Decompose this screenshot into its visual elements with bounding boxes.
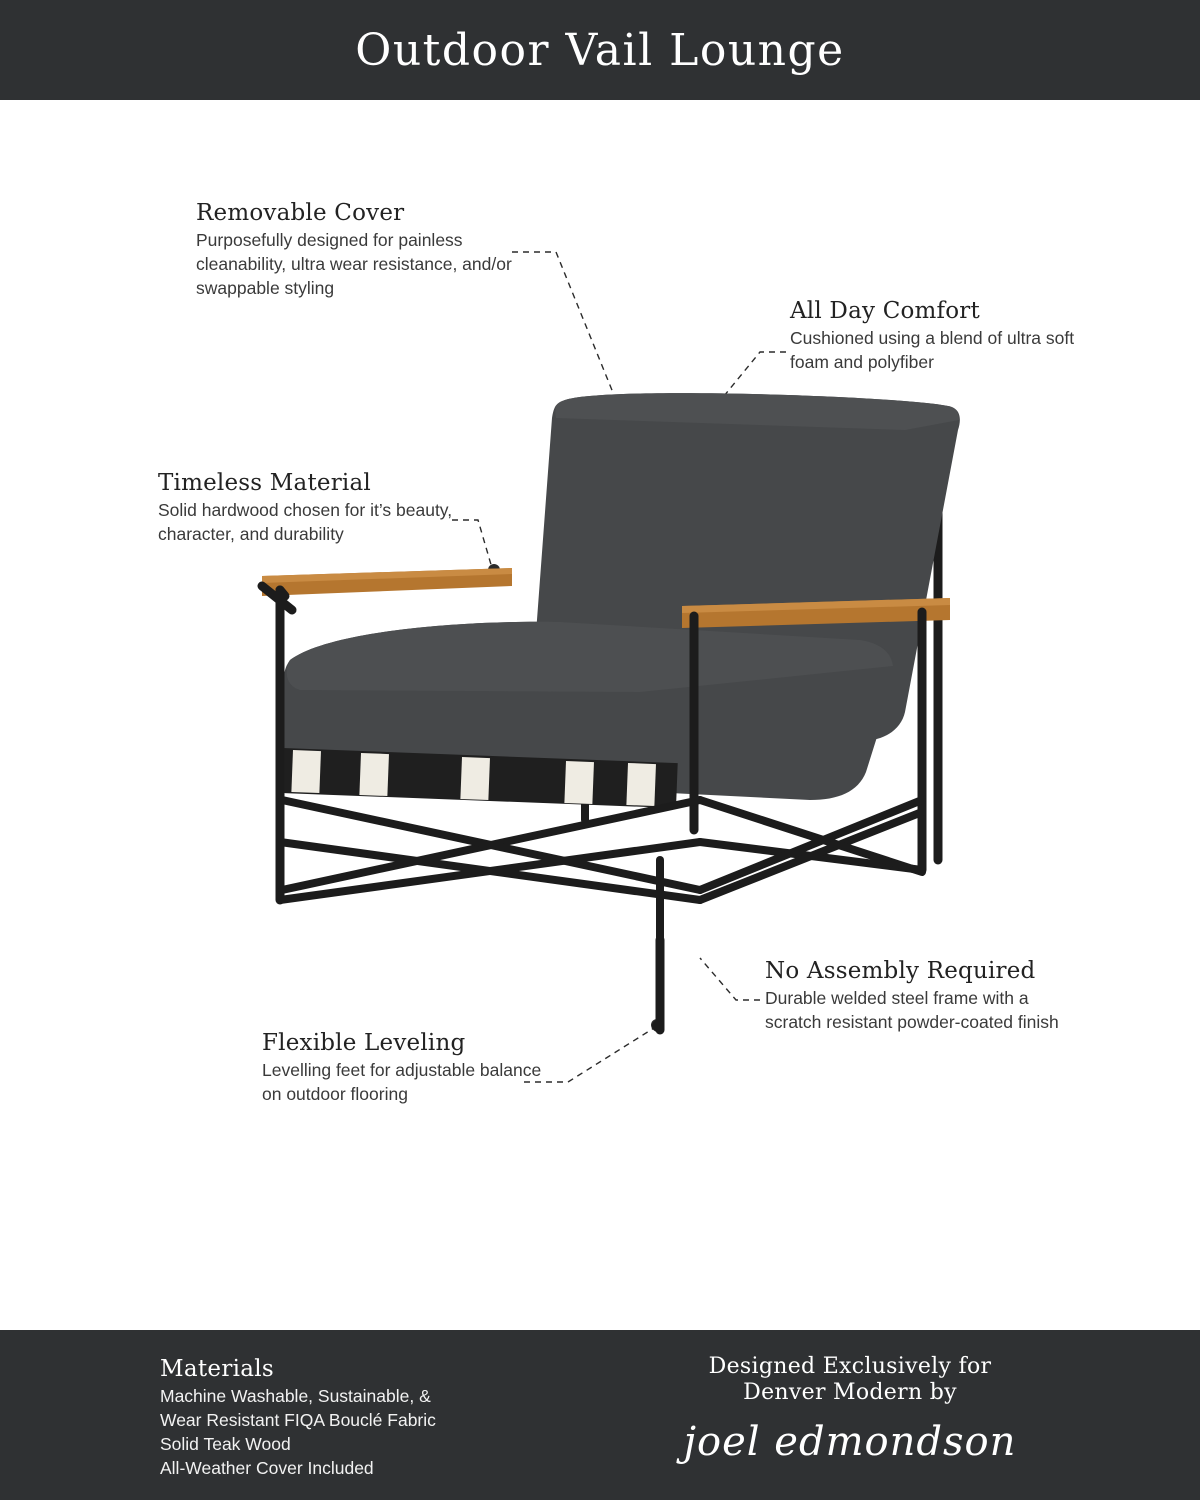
list-item: Machine Washable, Sustainable, & xyxy=(160,1386,431,1406)
callout-title: Timeless Material xyxy=(158,470,371,496)
list-item: All-Weather Cover Included xyxy=(160,1458,374,1479)
product-illustration-area xyxy=(0,100,1200,1330)
list-item: Wear Resistant FIQA Bouclé Fabric xyxy=(160,1410,436,1431)
callout-flexible-leveling xyxy=(262,1030,562,1107)
callout-title: Removable Cover xyxy=(196,200,405,226)
designed-line-2: Denver Modern by xyxy=(743,1380,957,1406)
chair-cross-stretcher xyxy=(282,800,922,890)
materials-title: Materials xyxy=(160,1356,275,1382)
callout-all-day-comfort xyxy=(790,298,1080,375)
callout-body: Durable welded steel frame with a scratch resistant powder-coated finish xyxy=(765,988,1059,1033)
designed-line-1: Designed Exclusively for xyxy=(708,1354,992,1379)
page-footer xyxy=(0,1330,1200,1500)
callout-body: Purposefully designed for painless cleanability, ultra wear resistance, and/or swappable styling xyxy=(196,230,512,298)
callout-title: Flexible Leveling xyxy=(262,1030,466,1056)
callout-title: No Assembly Required xyxy=(765,958,1036,984)
page-header xyxy=(0,0,1200,100)
page-title: Outdoor Vail Lounge xyxy=(355,24,845,76)
callout-body: Cushioned using a blend of ultra soft foam and polyfiber xyxy=(790,328,1075,373)
callout-removable-cover xyxy=(196,200,526,300)
callout-no-assembly-required xyxy=(765,958,1085,1035)
chair-diagram xyxy=(0,100,1200,1330)
materials-block xyxy=(160,1356,680,1481)
list-item: Solid Teak Wood xyxy=(160,1434,291,1455)
callout-timeless-material xyxy=(158,470,488,547)
levelling-foot xyxy=(652,1020,664,1032)
designer-signature: joel edmondson xyxy=(683,1418,1017,1465)
callout-title: All Day Comfort xyxy=(790,298,980,324)
materials-list xyxy=(160,1384,680,1481)
callout-body: Levelling feet for adjustable balance on outdoor flooring xyxy=(262,1060,542,1105)
designer-credit-block xyxy=(650,1354,1050,1465)
callout-body: Solid hardwood chosen for it’s beauty, character, and durability xyxy=(158,500,453,545)
